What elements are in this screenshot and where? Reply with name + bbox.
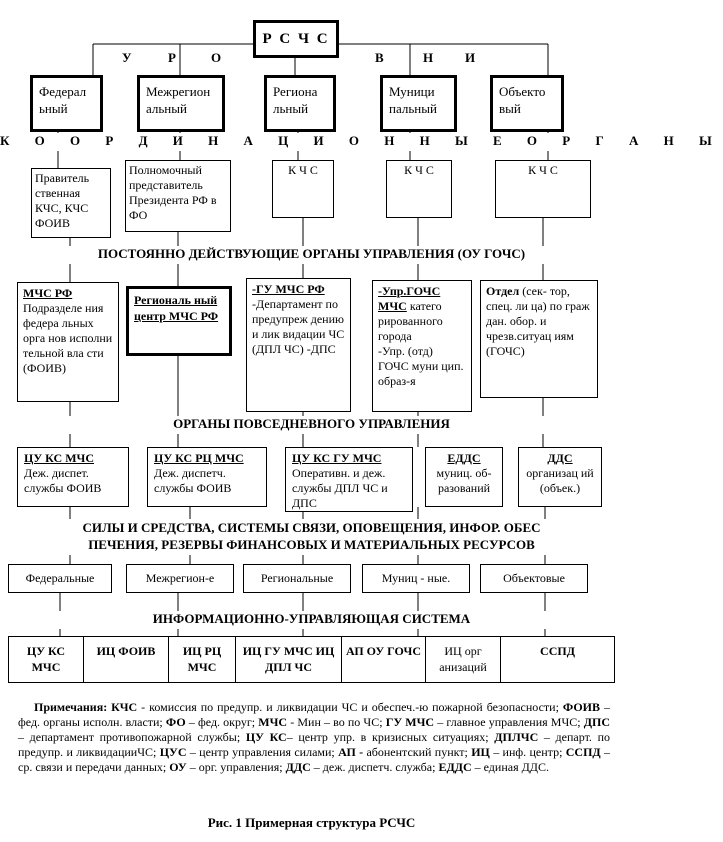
note-term: ЕДДС [438, 760, 472, 774]
perm-body: -Упр. (отд) ГОЧС муни цип. образ-я [378, 344, 464, 388]
daily-title: ЦУ КС РЦ МЧС [154, 451, 244, 465]
forces-label [0, 519, 623, 555]
levels-letter: В [372, 50, 387, 66]
perm-body: (сек- тор, спец. ли ца) по граж дан. обор. и чрезв.ситуац иям (ГОЧС) [486, 284, 590, 358]
info-ic-gu-mchs: ИЦ ГУ МЧС ИЦ ДПЛ ЧС [235, 636, 342, 683]
daily-edds [425, 447, 503, 507]
info-ic-rc-mchs: ИЦ РЦ МЧС [168, 636, 236, 683]
daily-cu-ks-gu-mchs [285, 447, 413, 512]
note-term: ФО [165, 715, 186, 729]
perm-title: МЧС РФ [23, 286, 73, 300]
note-def: – ср. связи и передачи данных; [18, 745, 611, 774]
note-def: – департ. по предупр. и ликвидацииЧС; [18, 730, 611, 759]
daily-title: ЦУ КС МЧС [24, 451, 95, 465]
note-term: ЦУ КС [245, 730, 287, 744]
perm-title: Отдел [486, 284, 520, 298]
level-federal: Федерал ьный [30, 75, 103, 132]
daily-cu-ks-mchs [17, 447, 129, 507]
coord-presidential-representative: Полномочный представитель Президента РФ в ФО [125, 160, 231, 232]
note-def: – департамент противопожарной службы; [18, 730, 246, 744]
note-term: ФОИВ [562, 700, 601, 714]
daily-title: ЕДДС [447, 451, 481, 465]
forces-label-line-1: СИЛЫ И СРЕДСТВА, СИСТЕМЫ СВЯЗИ, ОПОВЕЩЕНИЯ, ИНФОР. ОБЕС [82, 520, 541, 535]
daily-title: ДДС [547, 451, 573, 465]
level-municipal: Муници пальный [380, 75, 457, 132]
note-term: МЧС [258, 715, 288, 729]
levels-letter: О [208, 50, 224, 66]
notes [18, 700, 610, 775]
note-def: – орг. управления; [186, 760, 286, 774]
note-def: – деж. диспетч. служба; [310, 760, 439, 774]
daily-bodies-label: ОРГАНЫ ПОВСЕДНЕВНОГО УПРАВЛЕНИЯ [0, 416, 623, 434]
note-term: ИЦ [471, 745, 490, 759]
notes-paragraph [18, 700, 610, 775]
levels-letter: И [462, 50, 478, 66]
info-ap-ou-gochs: АП ОУ ГОЧС [341, 636, 426, 683]
levels-letter: Н [420, 50, 436, 66]
info-sspd: ССПД [500, 636, 615, 683]
perm-gu-mchs [246, 278, 351, 412]
figure-caption: Рис. 1 Примерная структура РСЧС [207, 815, 416, 830]
levels-letter: У [119, 50, 135, 66]
forces-federal: Федеральные [8, 564, 112, 593]
daily-cu-ks-rc-mchs [147, 447, 267, 507]
levels-label [0, 50, 623, 68]
info-cu-ks-mchs: ЦУ КС МЧС [8, 636, 84, 683]
levels-letter: Р [165, 50, 179, 66]
forces-object: Объектовые [480, 564, 588, 593]
note-def: – главное управления МЧС; [434, 715, 584, 729]
perm-title-cont: катего рированного города [378, 299, 443, 343]
note-term: ССПД [565, 745, 601, 759]
coord-kchs-municipal: К Ч С [386, 160, 452, 218]
perm-regional-center [126, 286, 232, 356]
forces-municipal: Муниц - ные. [362, 564, 470, 593]
daily-body: муниц. об- разований [436, 466, 492, 495]
perm-title: -ГУ МЧС РФ [252, 282, 325, 296]
note-def: - Мин – во по ЧС; [287, 715, 386, 729]
perm-otdel-gochs [480, 280, 598, 398]
daily-dds [518, 447, 602, 507]
forces-interregional: Межрегион-е [126, 564, 234, 593]
forces-regional: Региональные [243, 564, 351, 593]
daily-body: Оперативн. и деж. службы ДПЛ ЧС и ДПС [292, 466, 388, 510]
coord-kchs-regional: К Ч С [272, 160, 334, 218]
forces-label-line-2: ПЕЧЕНИЯ, РЕЗЕРВЫ ФИНАНСОВЫХ И МАТЕРИАЛЬНЫХ РЕСУРСОВ [88, 537, 535, 552]
level-regional: Региона льный [264, 75, 336, 132]
note-term: ГУ МЧС [385, 715, 435, 729]
perm-mchs-rf [17, 282, 119, 402]
daily-body: Деж. диспетч. службы ФОИВ [154, 466, 232, 495]
note-def: – центр упр. в кризисных ситуациях; [286, 730, 495, 744]
note-def: – фед. округ; [185, 715, 259, 729]
perm-body: Подразделе ния федера льных орга нов исполни тельной вла сти (ФОИВ) [23, 301, 113, 375]
note-term: ДДС [285, 760, 311, 774]
permanent-bodies-label: ПОСТОЯННО ДЕЙСТВУЮЩИЕ ОРГАНЫ УПРАВЛЕНИЯ (ОУ ГОЧС) [0, 246, 623, 264]
daily-body: Деж. диспет. службы ФОИВ [24, 466, 102, 495]
note-term: АП - [338, 745, 364, 759]
perm-title: -Упр.ГОЧС МЧС [378, 284, 441, 313]
note-def: – инф. центр; [489, 745, 566, 759]
daily-title: ЦУ КС ГУ МЧС [292, 451, 382, 465]
coord-government-kchs: Правитель ственная КЧС, КЧС ФОИВ [31, 168, 111, 238]
note-def: – фед. органы исполн. власти; [18, 700, 610, 729]
perm-upr-gochs [372, 280, 472, 412]
perm-body: -Департамент по предупреж дению и лик видации ЧС (ДПЛ ЧС) -ДПС [252, 297, 345, 356]
info-ic-organizations: ИЦ орг анизаций [425, 636, 501, 683]
level-interregional: Межрегион альный [137, 75, 225, 132]
coord-kchs-object: К Ч С [495, 160, 591, 218]
daily-body: организац ий (объек.) [526, 466, 594, 495]
coordination-label: К О О Р Д И Н А Ц И О Н Н Ы Е О Р Г А Н Ы [0, 133, 623, 151]
note-term: ОУ [169, 760, 187, 774]
note-term: ЦУС [159, 745, 187, 759]
note-def: – центр управления силами; [186, 745, 339, 759]
info-ic-foiv: ИЦ ФОИВ [83, 636, 169, 683]
note-term: ДПЛЧС [494, 730, 539, 744]
perm-title: Региональ ный центр МЧС РФ [134, 293, 219, 323]
note-def: абонентский пункт; [363, 745, 472, 759]
note-term: Примечания: КЧС [34, 700, 138, 714]
note-term: ДПС [583, 715, 611, 729]
level-object: Объекто вый [490, 75, 564, 132]
note-def: – единая ДДС. [471, 760, 549, 774]
info-system-label: ИНФОРМАЦИОННО-УПРАВЛЯЮЩАЯ СИСТЕМА [0, 611, 623, 629]
note-def: - комиссия по предупр. и ликвидации ЧС и обеспеч.-ю пожарной безопасности; [137, 700, 563, 714]
root-rschs: Р С Ч С [253, 20, 339, 58]
